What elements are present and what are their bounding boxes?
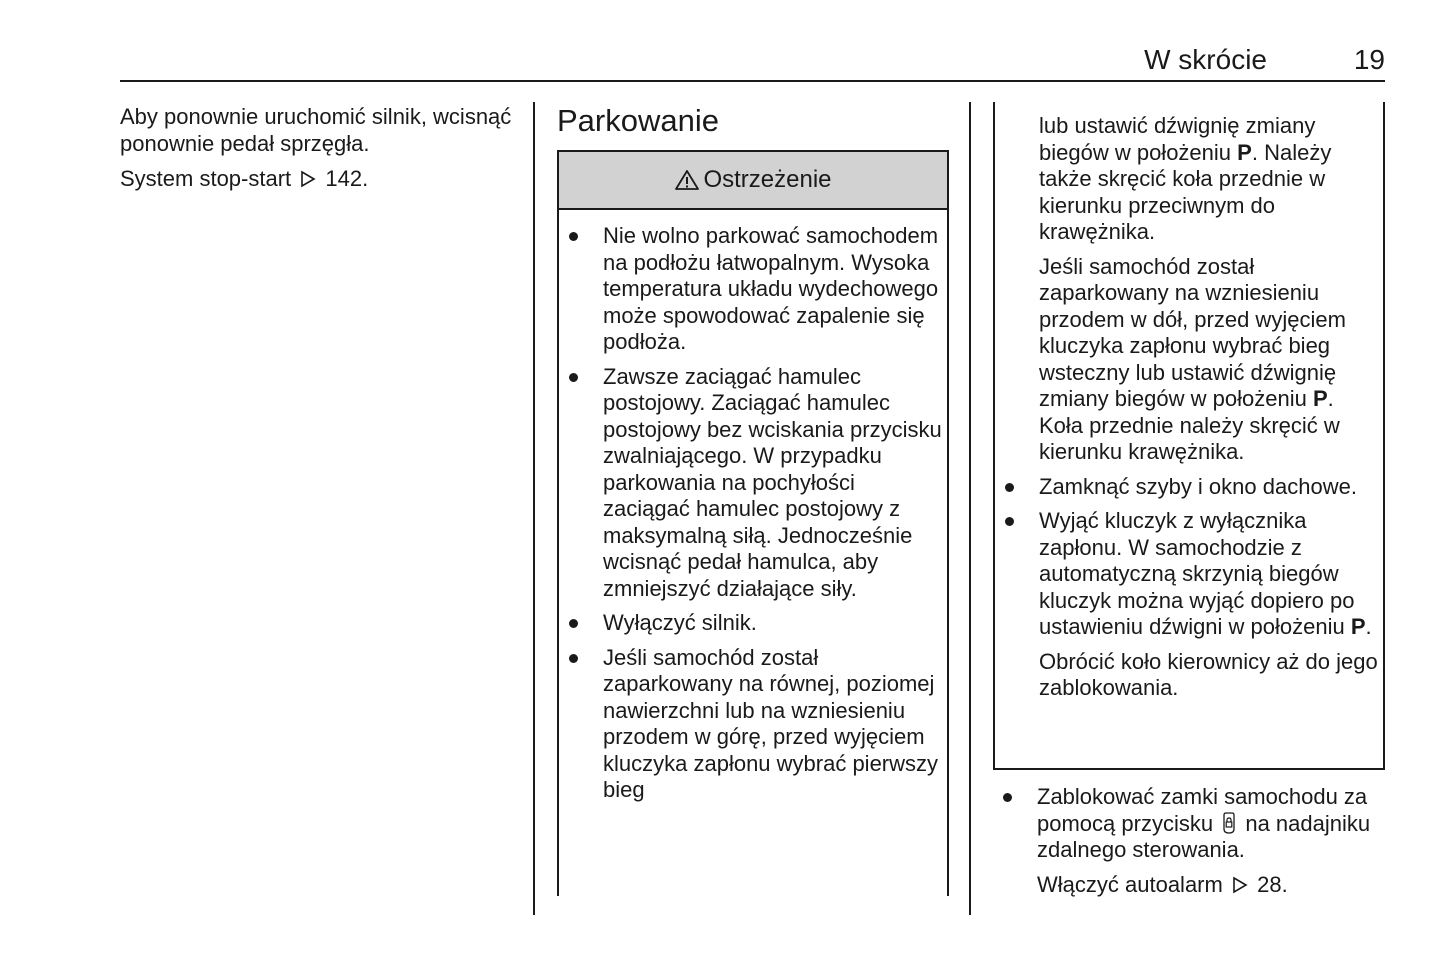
gear-position: P	[1350, 614, 1366, 639]
stop-start-reference	[120, 166, 520, 193]
continued-paragraph	[1039, 113, 1383, 246]
warning-label: Ostrzeżenie	[703, 166, 832, 193]
gear-position: P	[1237, 139, 1252, 165]
lock-text: na nadajniku zdalnego sterowania.	[1037, 810, 1371, 862]
warning-list	[559, 210, 947, 804]
page-header-title: W skrócie	[1144, 44, 1267, 75]
warning-item: Wyłączyć silnik.	[559, 610, 947, 637]
warning-item: Zamknąć szyby i okno dachowe.	[995, 474, 1383, 501]
downhill-paragraph	[1039, 254, 1383, 466]
lock-item	[993, 784, 1385, 864]
reference-page: 28.	[1257, 871, 1288, 897]
column-divider-right	[969, 102, 971, 915]
lock-text: Zablokować zamki samochodu za pomocą przycisku	[1037, 784, 1368, 836]
warning-triangle-icon	[674, 169, 700, 191]
after-list	[993, 784, 1385, 864]
warning-item: Jeśli samochód został zaparkowany na równej, poziomej nawierzchni lub na wzniesieniu przodem w górę, przed wyjęciem kluczyka zapłonu wybrać pierwszy bieg	[559, 645, 947, 804]
continued-text: .	[1365, 614, 1372, 639]
warning-header	[559, 152, 947, 210]
restart-engine-text: Aby ponownie uruchomić silnik, wcisnąć ponownie pedał sprzęgła.	[120, 104, 512, 156]
left-column	[120, 104, 520, 202]
continued-list	[995, 474, 1383, 641]
warning-box-continued	[993, 102, 1385, 770]
warning-box	[557, 150, 949, 896]
lock-button-icon	[1221, 812, 1237, 834]
warning-item: Nie wolno parkować samochodem na podłożu łatwopalnym. Wysoka temperatura układu wydechowego może spowodować zapalenie się podłoża.	[559, 223, 947, 356]
continued-text: lub ustawić dźwignię zmiany biegów w położeniu	[1039, 113, 1316, 165]
warning-item	[995, 508, 1383, 641]
page-number: 19	[1353, 44, 1385, 75]
continued-text: Jeśli samochód został zaparkowany na wzniesieniu przodem w dół, przed wyjęciem kluczyka zapłonu wybrać bieg wsteczny lub ustawić dźwignię zmiany biegów w położeniu	[1039, 253, 1346, 411]
reference-text: Włączyć autoalarm	[1037, 871, 1223, 897]
header-rule	[120, 80, 1385, 82]
reference-arrow-icon	[1232, 876, 1248, 894]
column-divider-left	[533, 102, 535, 915]
warning-item: Zawsze zaciągać hamulec postojowy. Zaciągać hamulec postojowy bez wciskania przycisku zwalniającego. W przypadku parkowania na pochyłości zaciągać hamulec postojowy z maksymalną siłą. Jednocześnie wcisnąć pedał hamulca, aby zmniejszyć działające siły.	[559, 364, 947, 603]
steering-lock-paragraph: Obrócić koło kierownicy aż do jego zablokowania.	[1039, 648, 1378, 700]
alarm-reference	[1037, 872, 1385, 899]
continued-text: . Należy także skręcić koła przednie w kierunku przeciwnym do krawężnika.	[1039, 139, 1332, 244]
section-title: Parkowanie	[557, 103, 719, 138]
reference-text: System stop-start	[120, 166, 292, 191]
after-warning-block	[993, 784, 1385, 898]
reference-arrow-icon	[300, 170, 316, 188]
gear-position: P	[1312, 386, 1328, 411]
reference-page: 142.	[325, 166, 369, 191]
continued-text: Wyjąć kluczyk z wyłącznika zapłonu. W samochodzie z automatyczną skrzynią biegów kluczyk można wyjąć dopiero po ustawieniu dźwigni w położeniu	[1039, 508, 1355, 639]
continued-text: . Koła przednie należy skręcić w kierunku krawężnika.	[1039, 386, 1340, 464]
